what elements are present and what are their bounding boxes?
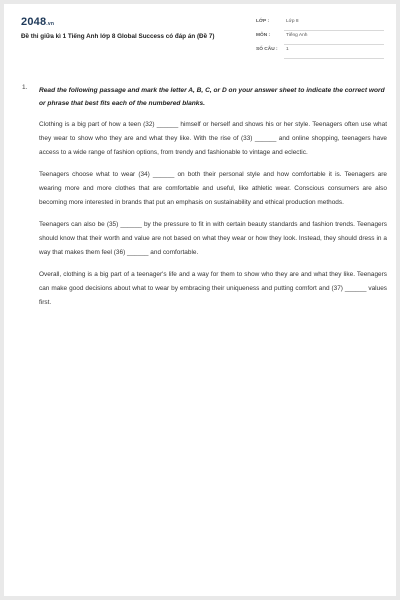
passage-paragraph-4: Overall, clothing is a big part of a teenager's life and a way for them to show who they are and what they like. Teenagers can make good decisions about what to wear by embracing their uniqueness and putting comfort and (37) ______ values first. [39, 271, 387, 306]
subject-label: MÔN : [256, 33, 271, 38]
class-label: LỚP : [256, 19, 270, 24]
question-count-label: SỐ CÂU : [256, 47, 278, 52]
question-count-underline [284, 58, 384, 59]
passage-paragraph-3: Teenagers can also be (35) ______ by the pressure to fit in with certain beauty standards and fashion trends. Teenagers should know that their worth and value are not based on what they wear or how they look. Instead, they should dress in a way that makes them feel (36) ______ and comfortable. [39, 221, 387, 256]
question-number: 1. [22, 84, 28, 91]
exam-page [4, 4, 396, 596]
passage-paragraph-1: Clothing is a big part of how a teen (32) ______ himself or herself and shows his or her style. Teenagers often use what they wear to show who they are and what they like. With the rise of (33) ______ and online shopping, teenagers have access to a wide range of fashion options, from trendy and fashionable to vintage and eclectic. [39, 121, 387, 156]
question-count-value: 1 [286, 47, 289, 52]
exam-header [4, 4, 396, 74]
logo-suffix: .vn [46, 21, 55, 27]
class-value: Lớp 8 [286, 19, 299, 24]
logo-number: 2048 [21, 16, 47, 28]
exam-title: Đề thi giữa kì 1 Tiếng Anh lớp 8 Global Success có đáp án (Đề 7) [21, 33, 215, 40]
class-field [256, 17, 384, 31]
subject-value: Tiếng Anh [286, 33, 308, 38]
question-instruction: Read the following passage and mark the letter A, B, C, or D on your answer sheet to indicate the correct word or phrase that best fits each of the numbered blanks. [39, 87, 385, 107]
passage-paragraph-2: Teenagers choose what to wear (34) ______ on both their personal style and how comfortable it is. Teenagers are wearing more and more clothes that are comfortable and useful, like athletic wear. Conscious consumers are also becoming more interested in brands that put an emphasis on sustainability and ethical production methods. [39, 171, 387, 206]
site-logo[interactable] [21, 16, 54, 28]
question-content [39, 84, 387, 318]
question-count-field [256, 45, 384, 59]
subject-field [256, 31, 384, 45]
